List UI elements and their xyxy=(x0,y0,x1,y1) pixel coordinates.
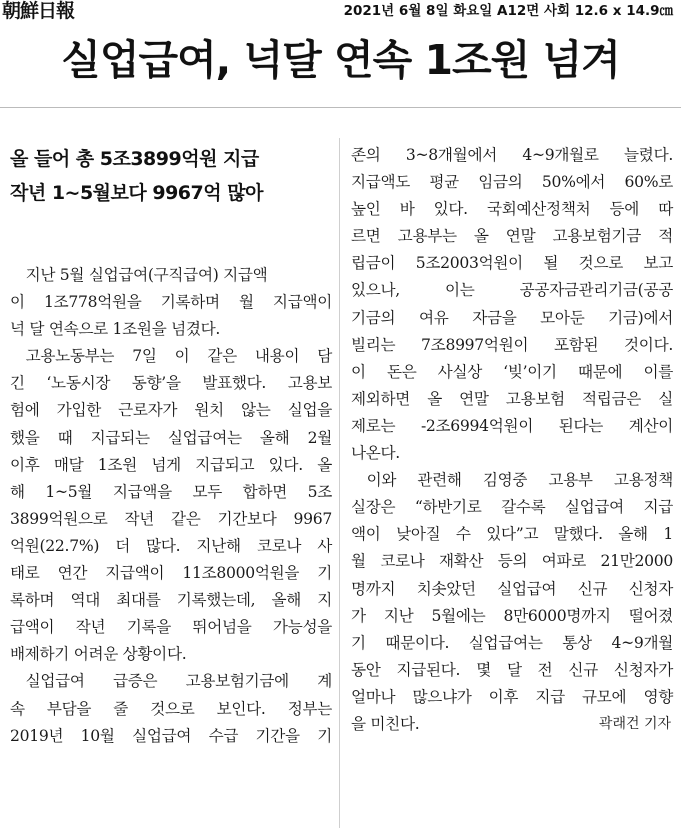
body-line: 제로는 -2조6994억원이 된다는 계산이 xyxy=(351,416,673,435)
body-line: 기금의 여유 자금을 모아둔 기금)에서 xyxy=(351,308,673,327)
body-line: 3899억원으로 작년 같은 기간보다 9967 xyxy=(10,509,332,528)
body-line: 속 부담을 줄 것으로 보인다. 정부는 xyxy=(10,699,332,718)
headline-divider xyxy=(0,107,681,108)
newspaper-logo: 朝鮮日報 xyxy=(2,0,75,22)
body-line: 높인 바 있다. 국회예산정책처 등에 따 xyxy=(351,200,673,219)
body-line: 립금이 5조2003억원이 될 것으로 보고 xyxy=(351,254,673,273)
body-line: 이 1조778억원을 기록하며 월 지급액이 xyxy=(10,293,332,312)
publication-info: 2021년 6월 8일 화요일 A12면 사회 12.6 x 14.9㎝ xyxy=(343,3,673,19)
body-line: 태로 연간 지급액이 11조8000억원을 기 xyxy=(10,564,332,583)
body-line: 제외하면 올 연말 고용보험 적립금은 실 xyxy=(351,389,673,408)
body-line: 했을 때 지급되는 실업급여는 올해 2월 xyxy=(10,428,332,447)
body-line: 동안 지급된다. 몇 달 전 신규 신청자가 xyxy=(351,660,673,679)
body-line: 르면 고용부는 올 연말 고용보험기금 적 xyxy=(351,227,673,246)
body-line: 이와 관련해 김영중 고용부 고용정책 xyxy=(366,471,673,490)
body-line: 실업급여 급증은 고용보험기금에 계 xyxy=(25,672,332,691)
body-line: 급액이 작년 기록을 뛰어넘을 가능성을 xyxy=(10,618,332,637)
body-line: 있으나, 이는 공공자금관리기금(공공 xyxy=(351,281,673,300)
body-line: 존의 3~8개월에서 4~9개월로 늘렸다. xyxy=(351,146,673,164)
body-line: 월 코로나 재확산 등의 여파로 21만2000 xyxy=(351,552,673,571)
body-line: 긴 ‘노동시장 동향’을 발표했다. 고용보 xyxy=(10,374,332,393)
body-line: 얼마나 많으냐가 이후 지급 규모에 영향 xyxy=(351,687,673,706)
subheadline-line: 올 들어 총 5조3899억원 지급 xyxy=(10,148,259,170)
body-line: 실장은 “하반기로 갈수록 실업급여 지급 xyxy=(351,498,673,517)
body-line: 억원(22.7%) 더 많다. 지난해 코로나 사 xyxy=(10,536,332,555)
headline: 실업급여, 넉달 연속 1조원 넘겨 xyxy=(61,36,620,84)
byline: 곽래건 기자 xyxy=(598,715,671,732)
body-line: 해 1~5월 지급액을 모두 합하면 5조 xyxy=(10,482,332,501)
body-line: 이 돈은 사실상 ‘빚’이기 때문에 이를 xyxy=(351,362,673,381)
article-column-right xyxy=(351,142,673,738)
body-line-with-byline xyxy=(351,711,673,738)
body-line: 배제하기 어려운 상황이다. xyxy=(10,645,187,664)
body-line: 지급액도 평균 임금의 50%에서 60%로 xyxy=(351,173,673,192)
article-column-left xyxy=(10,262,332,750)
body-line: 가 지난 5월에는 8만6000명까지 떨어졌 xyxy=(351,606,673,625)
body-line: 지난 5월 실업급여(구직급여) 지급액 xyxy=(25,266,268,284)
body-line: 나온다. xyxy=(351,444,400,463)
body-line: 험에 가입한 근로자가 원치 않는 실업을 xyxy=(10,401,332,420)
body-line: 록하며 역대 최대를 기록했는데, 올해 지 xyxy=(10,591,332,610)
masthead xyxy=(0,0,681,22)
body-line: 빌리는 7조8997억원이 포함된 것이다. xyxy=(351,335,673,354)
body-line: 기 때문이다. 실업급여는 통상 4~9개월 xyxy=(351,633,673,652)
subheadline xyxy=(10,142,330,210)
body-line: 넉 달 연속으로 1조원을 넘겼다. xyxy=(10,320,221,339)
body-line: 을 미친다. xyxy=(351,714,420,733)
body-line: 고용노동부는 7일 이 같은 내용이 담 xyxy=(25,347,332,366)
body-line: 2019년 10월 실업급여 수급 기간을 기 xyxy=(10,726,332,745)
subheadline-line: 작년 1~5월보다 9967억 많아 xyxy=(10,182,263,204)
body-line: 액이 낮아질 수 있다”고 말했다. 올해 1 xyxy=(351,525,673,544)
column-divider xyxy=(339,138,340,828)
body-line: 명까지 치솟았던 실업급여 신규 신청자 xyxy=(351,579,673,598)
body-line: 이후 매달 1조원 넘게 지급되고 있다. 올 xyxy=(10,455,332,474)
